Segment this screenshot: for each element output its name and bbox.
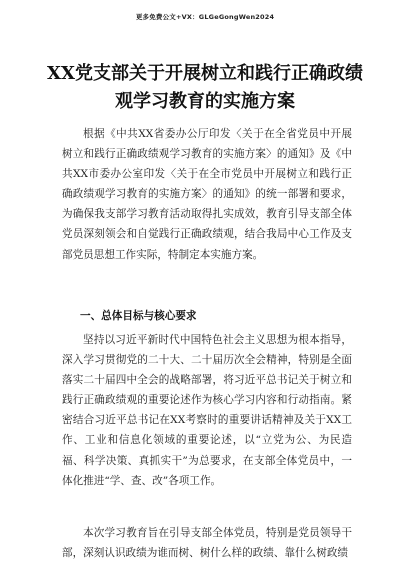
section-heading: 一、总体目标与核心要求 [80,310,197,322]
section-paragraph: 坚持以习近平新时代中国特色社会主义思想为根本指导，深入学习贯彻党的二十大、二十届历次全会精神，特别是全面落实二十届四中全会的战略部署，将习近平总书记关于树立和践行正确政绩观的重要论述作为核心学习内容和行动指南。紧密结合习近平总书记在XX考察时的重要讲话精神及关于XX工作、工业和信息化领域的重要论述，以“立党为公、为民造福、科学决策、真抓实干”为总要求，在支部全体党员中，一体化推进“学、查、改”各项工作。 [62,334,352,487]
section-paragraph-continued: 本次学习教育旨在引导支部全体党员，特别是党员领导干部，深刻认识政绩为谁而树、树什么样的政绩、靠什么树政绩 [62,527,352,560]
intro-paragraph: 根据《中共XX省委办公厅印发〈关于在全省党员中开展树立和践行正确政绩观学习教育的实施方案〉的通知》及《中共XX市委办公室印发〈关于在全市党员中开展树立和践行正确政绩观学习教育的实施方案〉的通知》的统一部署和要求，为确保我支部学习教育活动取得扎实成效，教育引导支部全体党员深刻领会和自觉践行正确政绩观，结合我局中心工作及支部党员思想工作实际，特制定本实施方案。 [62,128,352,261]
document-title: XX党支部关于开展树立和践行正确政绩观学习教育的实施方案 [47,63,363,112]
header-note: 更多免费公文+VX：GLGeGongWen2024 [135,13,275,21]
